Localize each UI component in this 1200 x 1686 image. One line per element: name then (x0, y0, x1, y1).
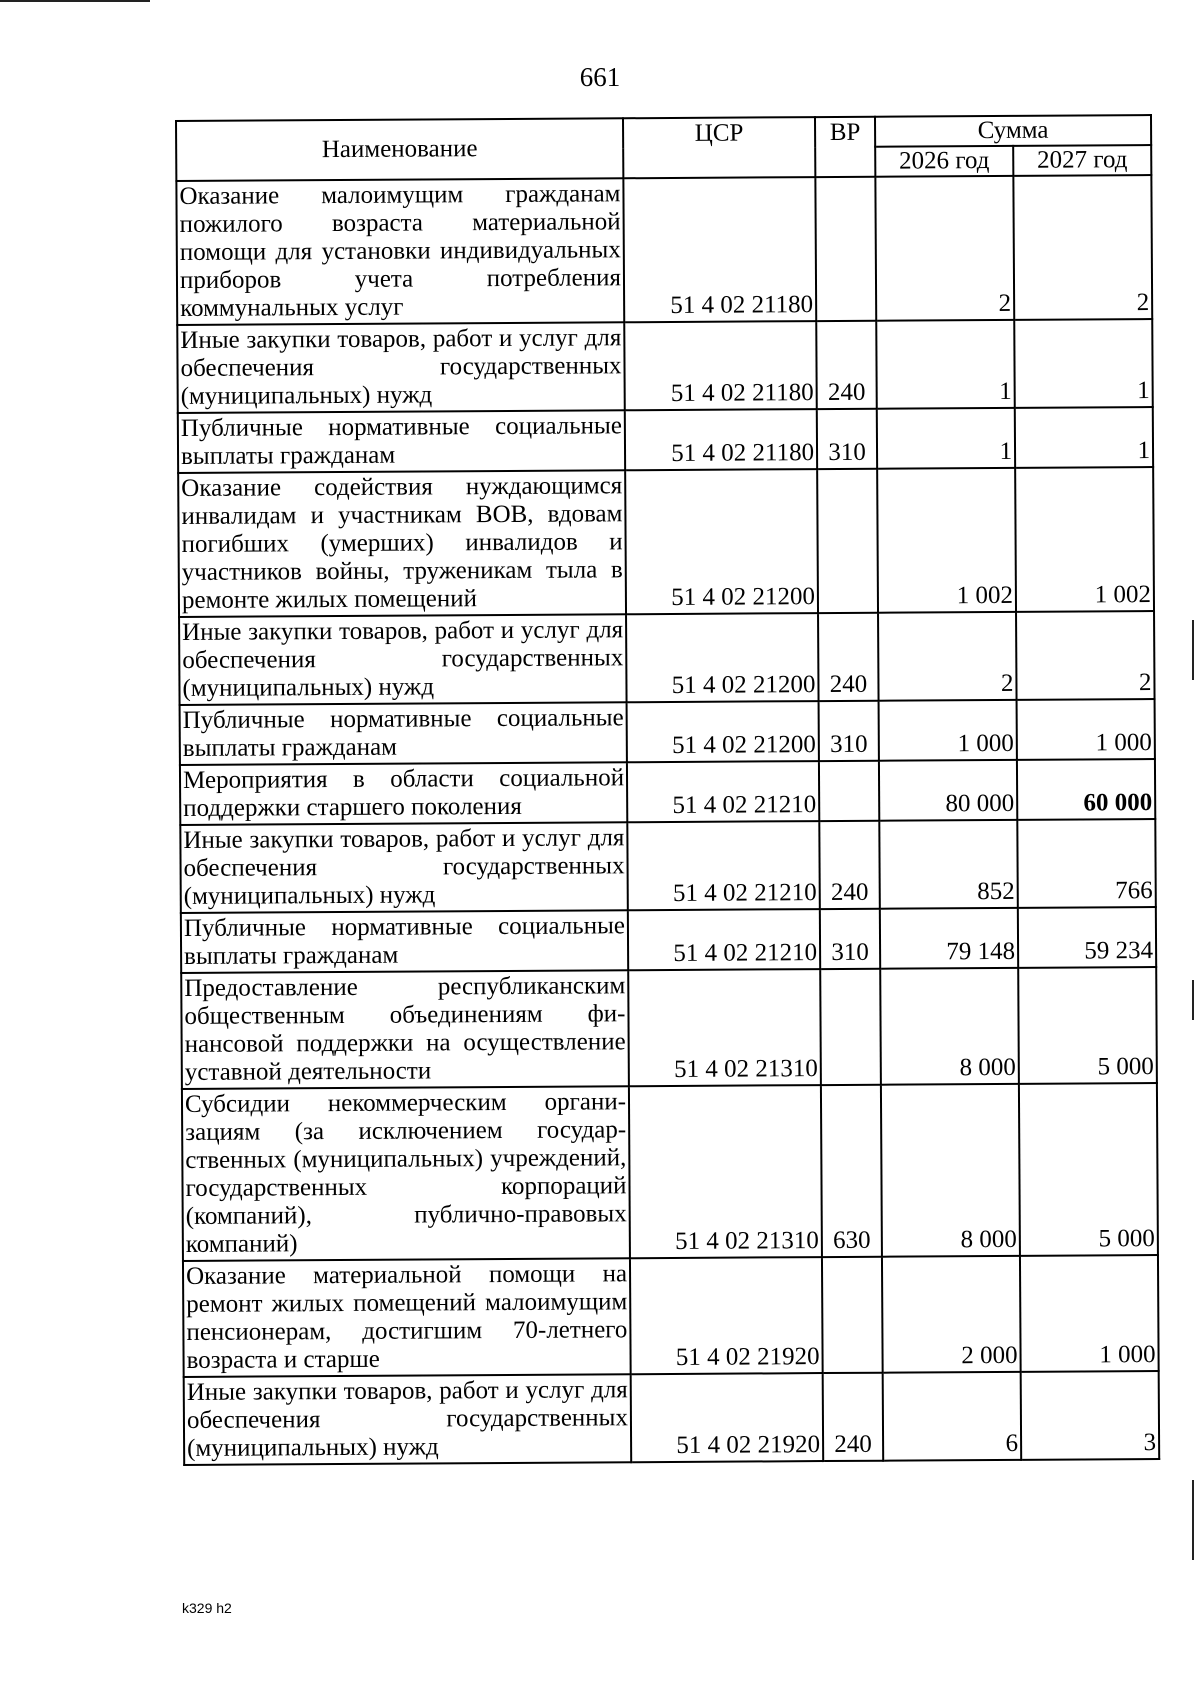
row-vr-cell: 240 (819, 821, 880, 909)
row-2026-cell: 852 (879, 820, 1018, 909)
table-row (179, 611, 1155, 705)
row-csr-cell: 51 4 02 21310 (628, 969, 821, 1086)
header-year-2026: 2026 год (875, 146, 1013, 177)
table-row (180, 699, 1155, 765)
row-vr-cell (822, 1257, 883, 1373)
table-row (181, 967, 1157, 1089)
row-2026-cell: 2 000 (882, 1256, 1021, 1373)
row-2027-cell: 59 234 (1018, 907, 1156, 968)
row-2026-cell: 79 148 (880, 908, 1018, 969)
header-csr: ЦСР (623, 117, 815, 178)
row-2027-cell: 3 (1021, 1371, 1160, 1460)
row-2027-cell: 60 000 (1017, 759, 1155, 820)
row-2026-cell: 1 000 (879, 700, 1017, 761)
table-row (183, 1255, 1159, 1377)
row-2027-cell: 1 (1014, 319, 1153, 408)
row-vr-cell (820, 969, 881, 1085)
row-vr-cell (817, 469, 878, 613)
row-2027-cell: 1 000 (1020, 1255, 1159, 1372)
row-csr-cell: 51 4 02 21200 (627, 701, 819, 762)
row-csr-cell: 51 4 02 21310 (629, 1085, 822, 1258)
row-vr-cell: 310 (819, 701, 879, 761)
table-row (180, 819, 1156, 913)
row-name-cell: Мероприятия в области социальной поддержки старшего поколения (180, 762, 627, 825)
row-csr-cell: 51 4 02 21210 (627, 761, 819, 822)
row-vr-cell: 310 (820, 909, 880, 969)
row-vr-cell: 240 (823, 1373, 884, 1461)
row-2027-cell: 1 000 (1017, 699, 1155, 760)
row-csr-cell: 51 4 02 21210 (628, 909, 820, 970)
row-name-cell: Публичные нормативные социальные выплаты гражданам (180, 702, 627, 765)
row-2027-cell: 766 (1017, 819, 1156, 908)
row-2027-cell: 5 000 (1019, 1083, 1158, 1256)
row-2026-cell: 6 (883, 1372, 1022, 1461)
footer-code: k329 h2 (182, 1600, 232, 1616)
row-csr-cell: 51 4 02 21200 (625, 469, 818, 614)
row-vr-cell: 630 (821, 1085, 882, 1257)
row-2026-cell: 1 (876, 320, 1015, 409)
row-csr-cell: 51 4 02 21920 (631, 1373, 824, 1462)
row-name-cell: Оказание содействия нуждающимся инвалидам и участникам ВОВ, вдовам погибших (умерших) инвалидов и участников войны, труженикам тыла в ремонте жилых помещений (178, 470, 626, 617)
row-csr-cell: 51 4 02 21180 (625, 409, 817, 470)
row-name-cell: Публичные нормативные социальные выплаты гражданам (181, 910, 628, 973)
row-csr-cell: 51 4 02 21200 (626, 613, 819, 702)
row-vr-cell (819, 761, 879, 821)
row-2027-cell: 1 (1015, 407, 1153, 468)
row-vr-cell: 240 (818, 613, 879, 701)
row-vr-cell: 310 (817, 409, 877, 469)
row-csr-cell: 51 4 02 21180 (623, 177, 816, 322)
table-body (176, 175, 1159, 1465)
budget-table (175, 114, 1160, 1466)
header-year-2027: 2027 год (1013, 145, 1151, 176)
row-csr-cell: 51 4 02 21210 (627, 821, 820, 910)
row-2026-cell: 2 (875, 176, 1014, 321)
row-csr-cell: 51 4 02 21180 (624, 321, 817, 410)
table-row (176, 175, 1152, 325)
table-row (178, 467, 1154, 617)
row-2026-cell: 1 002 (877, 468, 1016, 613)
budget-table-wrapper (175, 114, 1158, 1466)
row-name-cell: Иные закупки товаров, работ и услуг для обеспечения государственных (муниципальных) нужд (179, 614, 627, 705)
row-vr-cell: 240 (816, 321, 877, 409)
table-row (178, 407, 1153, 473)
scan-edge-mark (1192, 1480, 1194, 1560)
row-name-cell: Оказание малоимущим гражданам пожилого возраста материальной помощи для установки индивидуальных приборов учета потребления коммунальных услуг (176, 178, 624, 325)
row-name-cell: Иные закупки товаров, работ и услуг для обеспечения государственных (муниципальных) нужд (184, 1374, 632, 1465)
row-2026-cell: 8 000 (880, 968, 1019, 1085)
row-2027-cell: 5 000 (1018, 967, 1157, 1084)
row-2027-cell: 2 (1016, 611, 1155, 700)
scan-edge-mark (1192, 620, 1194, 680)
table-row (182, 1083, 1158, 1261)
table-row (184, 1371, 1160, 1465)
row-name-cell: Предоставление республиканским общественным объединениям финансовой поддержки на осуществление уставной деятельности (181, 970, 629, 1089)
row-2026-cell: 1 (877, 408, 1015, 469)
scan-top-mark (0, 0, 150, 2)
table-row (177, 319, 1153, 413)
row-2026-cell: 80 000 (879, 760, 1017, 821)
row-csr-cell: 51 4 02 21920 (630, 1257, 823, 1374)
row-2026-cell: 8 000 (881, 1084, 1020, 1257)
row-name-cell: Оказание материальной помощи на ремонт жилых помещений малоимущим пенсионерам, достигшим 70-летнего возраста и старше (183, 1258, 631, 1377)
row-2026-cell: 2 (878, 612, 1017, 701)
row-2027-cell: 2 (1013, 175, 1152, 320)
scan-edge-mark (1192, 980, 1194, 1020)
row-name-cell: Субсидии некоммерческим организациям (за исключением государственных (муниципальных) учреждений, государственных корпораций (компаний), публично-правовых компаний) (182, 1086, 630, 1261)
row-name-cell: Иные закупки товаров, работ и услуг для обеспечения государственных (муниципальных) нужд (180, 822, 628, 913)
row-vr-cell (815, 177, 876, 321)
table-row (181, 907, 1156, 973)
header-name: Наименование (176, 118, 623, 181)
row-name-cell: Публичные нормативные социальные выплаты гражданам (178, 410, 625, 473)
header-sum: Сумма (875, 115, 1151, 147)
row-name-cell: Иные закупки товаров, работ и услуг для обеспечения государственных (муниципальных) нужд (177, 322, 625, 413)
header-vr: ВР (815, 117, 875, 177)
page-number: 661 (579, 62, 621, 92)
table-row (180, 759, 1155, 825)
row-2027-cell: 1 002 (1015, 467, 1154, 612)
